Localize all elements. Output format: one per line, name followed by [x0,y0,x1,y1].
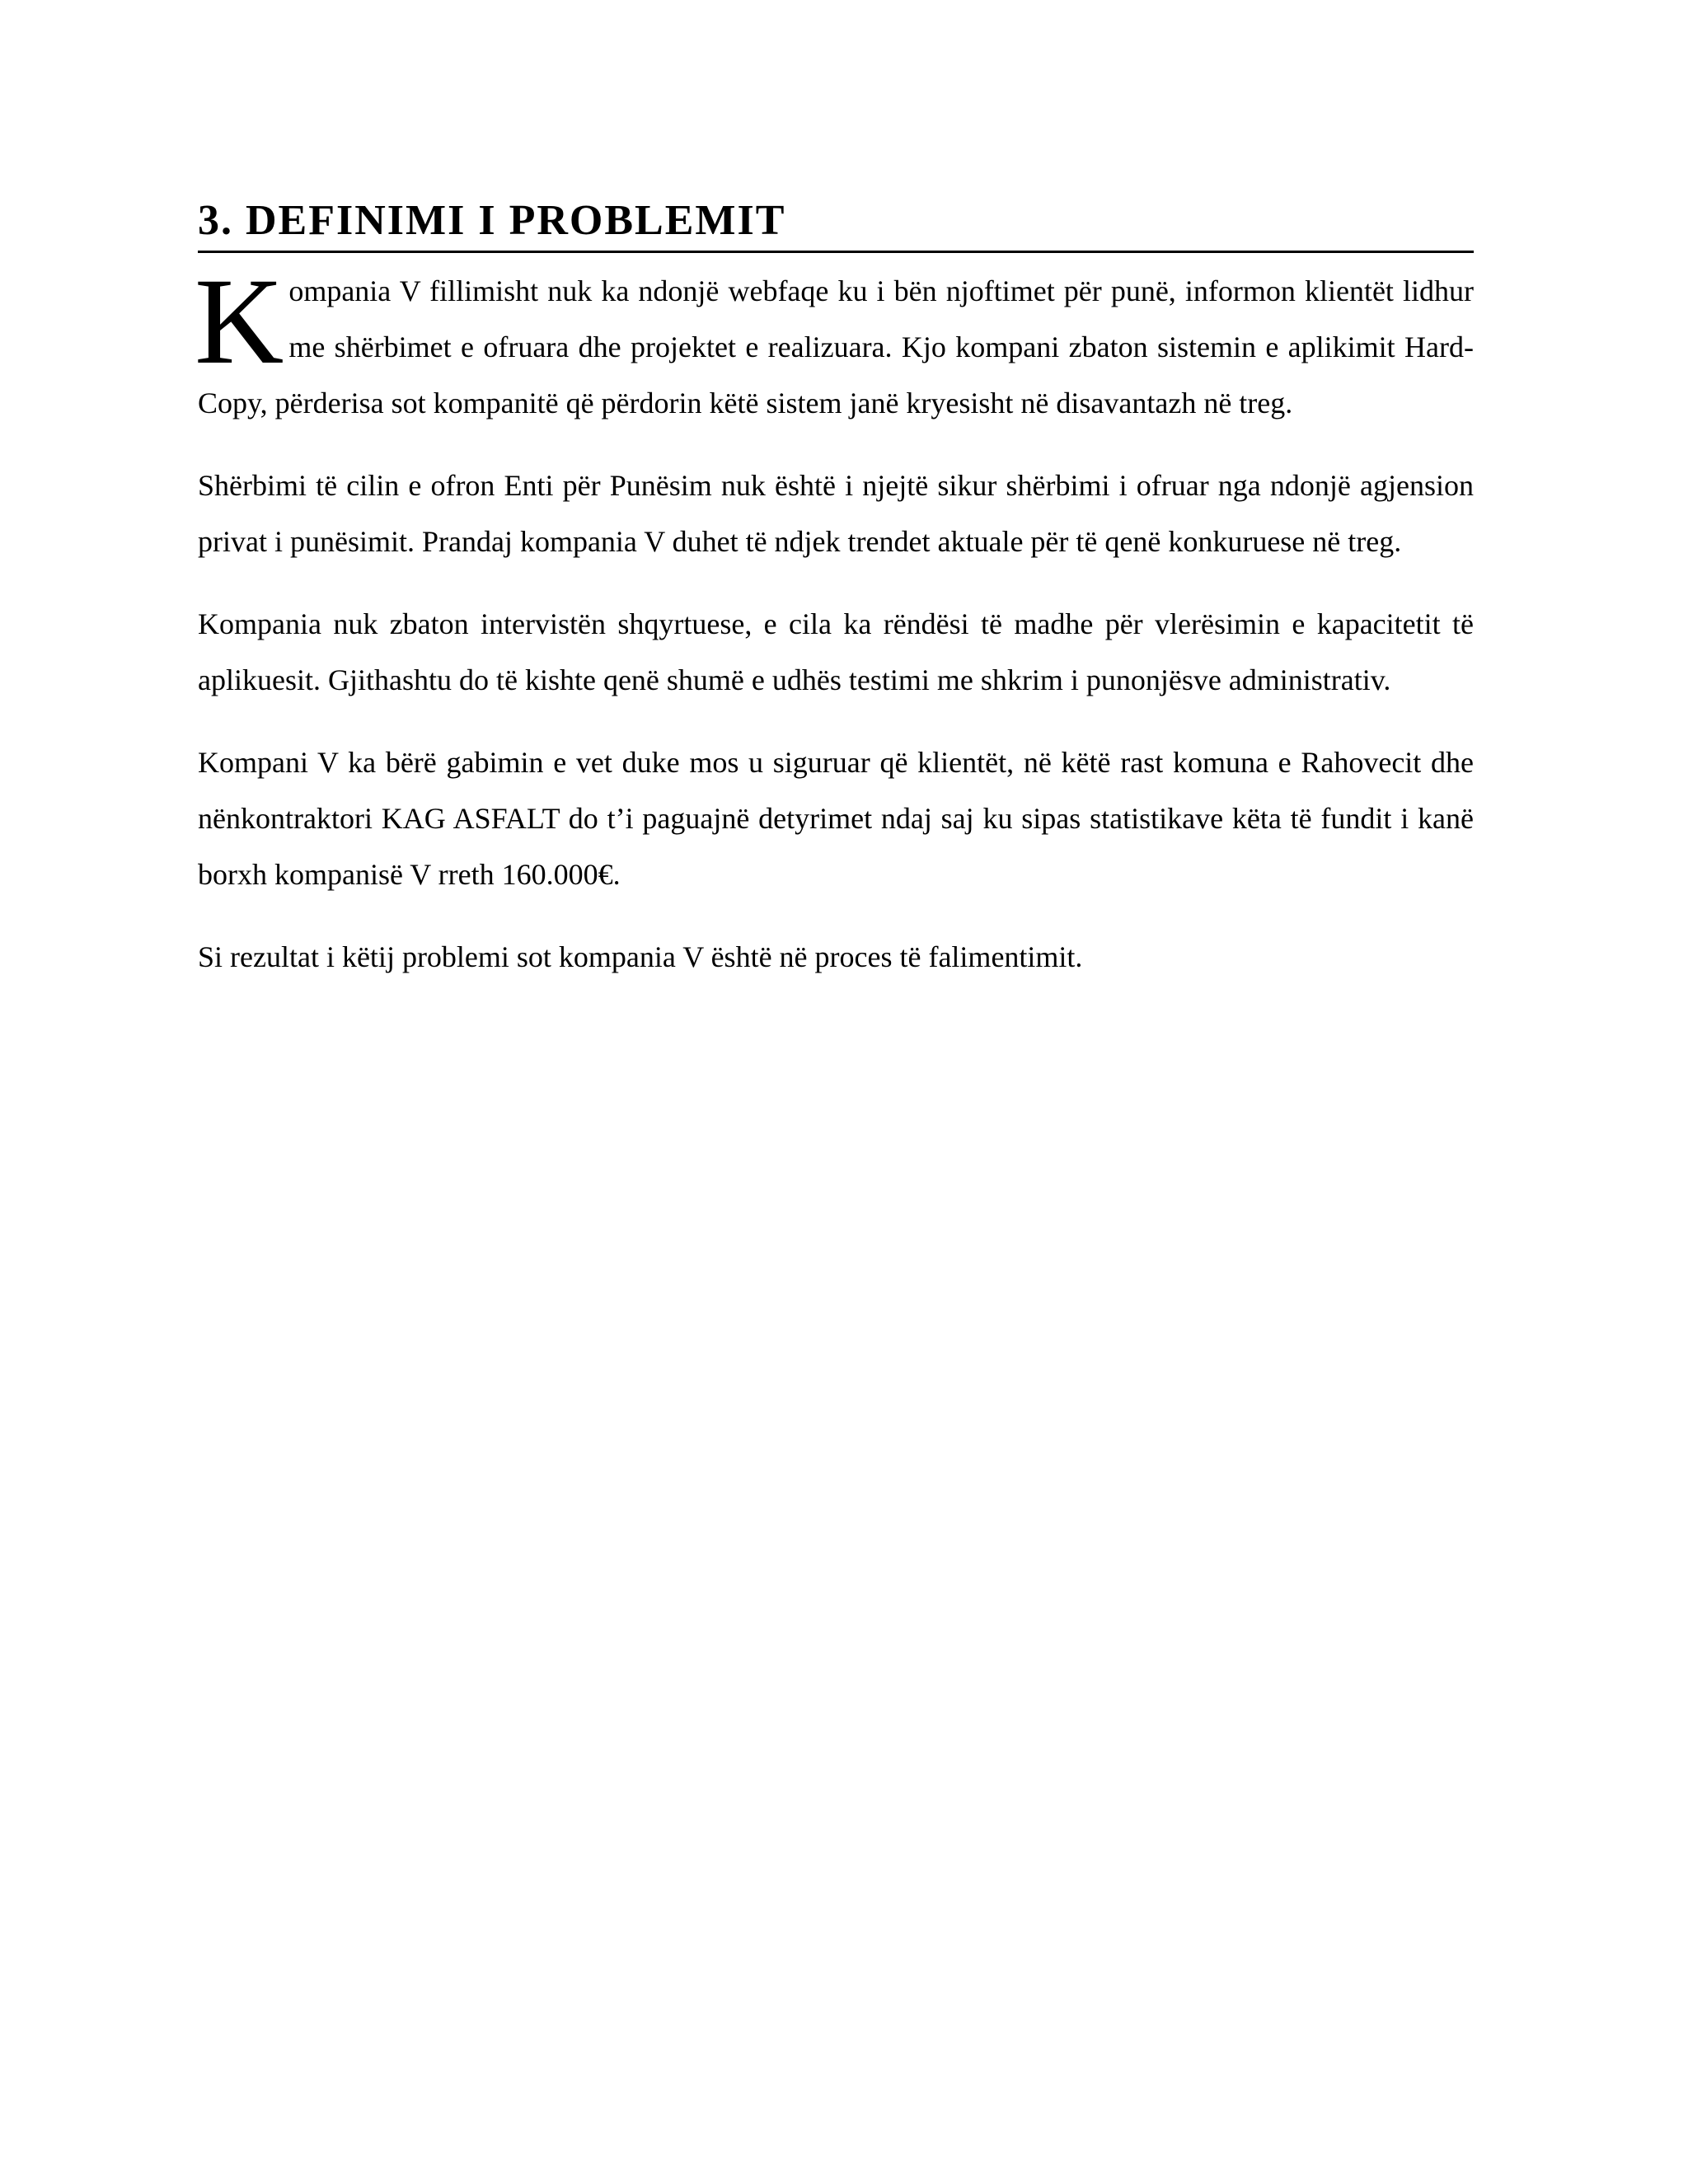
paragraph-5: Si rezultat i këtij problemi sot kompania V është në proces të falimentimit. [198,940,1083,973]
paragraph-3: Kompania nuk zbaton intervistën shqyrtuese, e cila ka rëndësi të madhe për vlerësimin e kapacitetit të aplikuesit. Gjithashtu do të kishte qenë shumë e udhës testimi me shkrim i punonjësve administrativ. [198,607,1474,696]
paragraph-1 [195,253,1474,431]
drop-cap: K [195,253,284,390]
section-heading: 3. DEFINIMI I PROBLEMIT [198,196,1474,253]
paragraph-4: Kompani V ka bërë gabimin e vet duke mos u siguruar që klientët, në këtë rast komuna e Rahovecit dhe nënkontraktori KAG ASFALT do t’i paguajnë detyrimet ndaj saj ku sipas statistikave këta të fundit i kanë borxh kompanisë V rreth 160.000€. [198,746,1474,891]
paragraph-1-text: ompania V fillimisht nuk ka ndonjë webfaqe ku i bën njoftimet për punë, informon klientët lidhur me shërbimet e ofruara dhe projektet e realizuara. Kjo kompani zbaton sistemin e aplikimit Hard-Copy, përderisa sot kompanitë që përdorin këtë sistem janë kryesisht në disavantazh në treg. [198,274,1474,419]
section-content [195,196,1474,985]
paragraph-2: Shërbimi të cilin e ofron Enti për Punësim nuk është i njejtë sikur shërbimi i ofruar nga ndonjë agjension privat i punësimit. Prandaj kompania V duhet të ndjek trendet aktuale për të qenë konkuruese në treg. [198,469,1474,558]
